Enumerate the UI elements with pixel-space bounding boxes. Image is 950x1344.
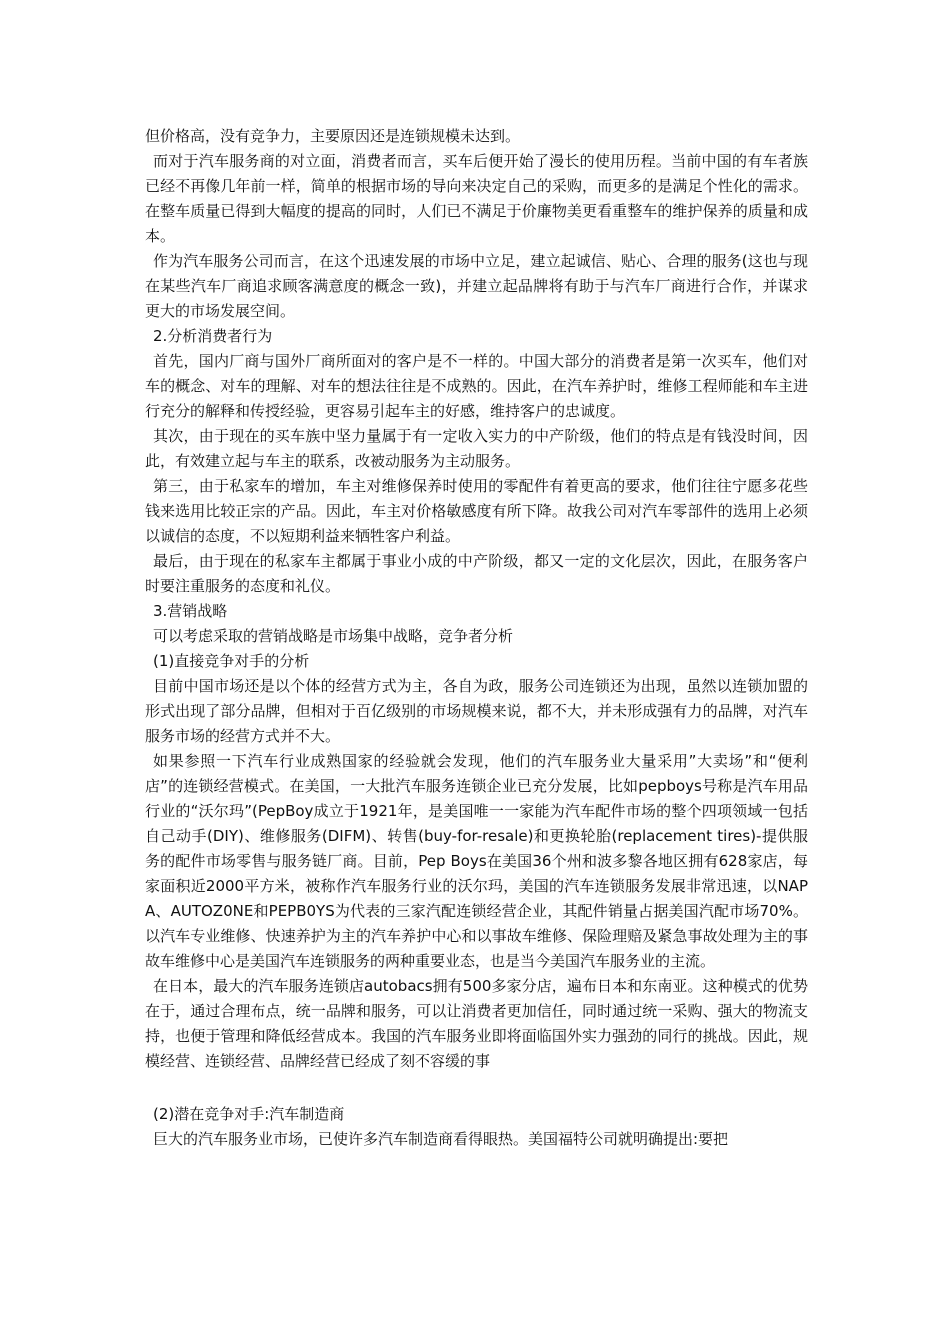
paragraph-japan-market: 在日本，最大的汽车服务连锁店autobacs拥有500多家分店，遍布日本和东南亚。这种模式的优势在于，通过合理布点，统一品牌和服务，可以让消费者更加信任，同时通过统一采购、强大的物流支持，也便于管理和降低经营成本。我国的汽车服务业即将面临国外实力强劲的同行的挑战。因此，规模经营、连锁经营、品牌经营已经成了刻不容缓的事 xyxy=(145,977,808,1070)
paragraph-first: 首先，国内厂商与国外厂商所面对的客户是不一样的。中国大部分的消费者是第一次买车，他们对车的概念、对车的理解、对车的想法往往是不成熟的。因此，在汽车养护时，维修工程师能和车主进行充分的解释和传授经验，更容易引起车主的好感，维持客户的忠诚度。 xyxy=(145,352,808,420)
document-page xyxy=(145,124,808,1152)
section-heading-marketing-strategy: 3.营销战略 xyxy=(153,602,228,620)
paragraph-manufacturers: 巨大的汽车服务业市场，已使许多汽车制造商看得眼热。美国福特公司就明确提出:要把 xyxy=(153,1130,729,1148)
subheading-potential-competitors: (2)潜在竞争对手:汽车制造商 xyxy=(153,1105,345,1123)
paragraph-us-market: 如果参照一下汽车行业成熟国家的经验就会发现，他们的汽车服务业大量采用”大卖场”和“便利店”的连锁经营模式。在美国，一大批汽车服务连锁企业已充分发展，比如pepboys号称是汽车用品行业的“沃尔玛”(PepBoy成立于1921年，是美国唯一一家能为汽车配件市场的整个四项领域一包括自己动手(DIY)、维修服务(DIFM)、转售(buy-for-resale)和更换轮胎(replacement tires)-提供服务的配件市场零售与服务链厂商。目前，Pep Boys在美国36个州和波多黎各地区拥有628家店，每家面积近2000平方米，被称作汽车服务行业的沃尔玛，美国的汽车连锁服务发展非常迅速，以NAPA、AUTOZ0NE和PEPB0YS为代表的三家汽配连锁经营企业，其配件销量占据美国汽配市场70%。以汽车专业维修、快速养护为主的汽车养护中心和以事故车维修、保险理赔及紧急事故处理为主的事故车维修中心是美国汽车连锁服务的两种重要业态，也是当今美国汽车服务业的主流。 xyxy=(145,752,808,970)
paragraph-second: 其次，由于现在的买车族中坚力量属于有一定收入实力的中产阶级，他们的特点是有钱没时间，因此，有效建立起与车主的联系，改被动服务为主动服务。 xyxy=(145,427,808,470)
paragraph-strategy-intro: 可以考虑采取的营销战略是市场集中战略，竞争者分析 xyxy=(153,627,514,645)
subheading-direct-competitors: (1)直接竞争对手的分析 xyxy=(153,652,310,670)
section-heading-consumer-behavior: 2.分析消费者行为 xyxy=(153,327,273,345)
paragraph-china-market: 目前中国市场还是以个体的经营方式为主，各自为政，服务公司连锁还为出现，虽然以连锁加盟的形式出现了部分品牌，但相对于百亿级别的市场规模来说，都不大，并未形成强有力的品牌，对汽车服务市场的经营方式并不大。 xyxy=(145,677,808,745)
paragraph-third: 第三，由于私家车的增加，车主对维修保养时使用的零配件有着更高的要求，他们往往宁愿多花些钱来选用比较正宗的产品。因此，车主对价格敏感度有所下降。故我公司对汽车零部件的选用上必须以诚信的态度，不以短期利益来牺牲客户利益。 xyxy=(145,477,808,545)
paragraph-finally: 最后，由于现在的私家车主都属于事业小成的中产阶级，都又一定的文化层次，因此，在服务客户时要注重服务的态度和礼仪。 xyxy=(145,552,808,595)
paragraph-gap xyxy=(145,1074,808,1102)
paragraph-intro-continuation: 但价格高，没有竞争力，主要原因还是连锁规模未达到。 xyxy=(145,127,521,145)
paragraph-consumer-side: 而对于汽车服务商的对立面，消费者而言，买车后便开始了漫长的使用历程。当前中国的有车者族已经不再像几年前一样，简单的根据市场的导向来决定自己的采购，而更多的是满足个性化的需求。在整车质量已得到大幅度的提高的同时，人们已不满足于价廉物美更看重整车的维护保养的质量和成本。 xyxy=(145,152,808,245)
paragraph-service-company: 作为汽车服务公司而言，在这个迅速发展的市场中立足，建立起诚信、贴心、合理的服务(这也与现在某些汽车厂商追求顾客满意度的概念一致)，并建立起品牌将有助于与汽车厂商进行合作，并谋求更大的市场发展空间。 xyxy=(145,252,808,320)
